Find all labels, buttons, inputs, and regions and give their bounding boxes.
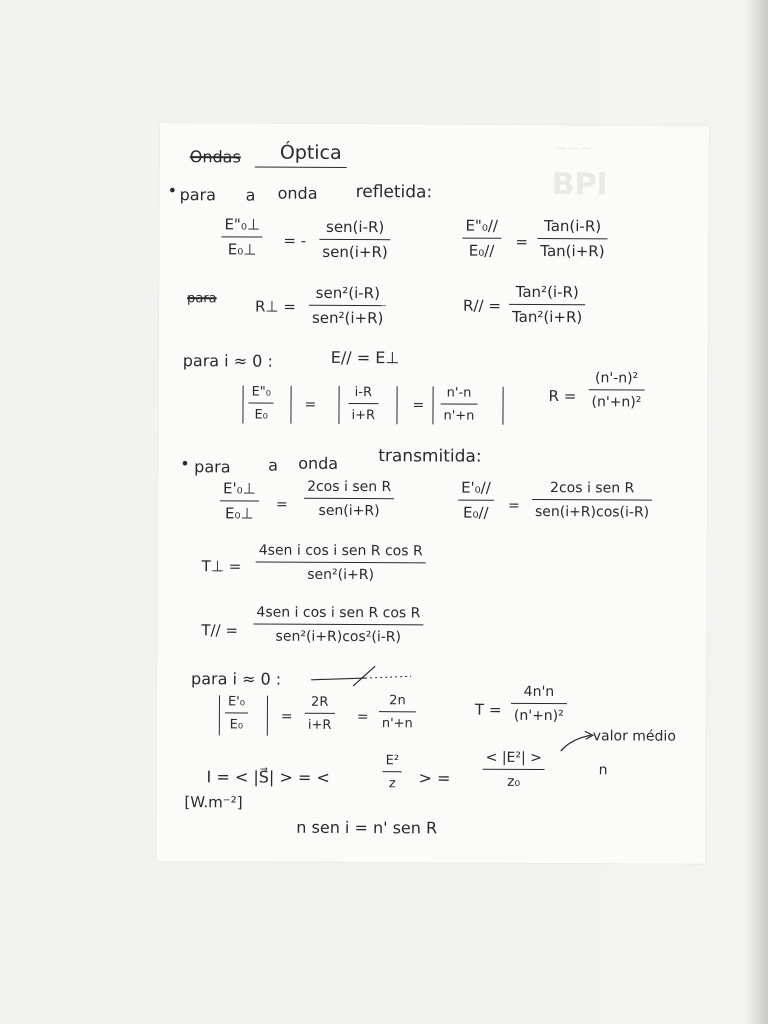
reflected-heading-para: para [179,185,217,205]
equals-sign: = [412,397,425,414]
mean-value-annotation: valor médio [592,728,676,745]
abs-bar [396,386,397,424]
r-par-label: R// = [463,296,501,315]
crossed-out-label: para [187,291,217,307]
normal-incidence-label: para i ≈ 0 : [191,669,282,689]
notebook-page [156,123,709,864]
transmitted-ratio-indices: 2n n'+n [379,694,416,730]
normal-incidence-label: para i ≈ 0 : [182,351,273,371]
transmitted-heading-onda: onda [298,453,339,473]
transmitted-heading-a: a [268,455,279,475]
transmitted-ratio-angles: 2R i+R [305,696,335,732]
r-perp-label: R⊥ = [254,297,296,316]
intensity-mean-ratio: < |E²| > z₀ [483,751,545,790]
abs-index-ratio: n'-n n'+n [440,386,477,422]
r-label: R = [548,387,577,406]
intensity-equation-tail: > = [418,768,451,788]
equals-sign: = [304,396,317,413]
abs-bar [502,387,503,425]
bleed-through-logo: BPI [551,167,608,203]
t-perp-amplitude-ratio: 2cos i sen R sen(i+R) [304,480,394,519]
e-perp-ratio-transmitted: E'₀⊥ E₀⊥ [220,481,259,521]
t-perp-label: T⊥ = [201,557,242,576]
snell-law: n sen i = n' sen R [296,817,438,838]
t-par-amplitude-ratio: 2cos i sen R sen(i+R)cos(i-R) [532,481,652,520]
abs-bar [432,386,433,424]
fresnel-sin-ratio: sen(i-R) sen(i+R) [319,220,391,261]
reflected-heading-onda: onda [277,183,318,203]
transmitted-heading-word: transmitida: [378,446,482,467]
crossed-out-title: Ondas [189,147,241,167]
e-perp-ratio-reflected: E"₀⊥ E₀⊥ [221,217,263,258]
abs-angle-ratio: i-R i+R [348,386,378,422]
intensity-units: [W.m⁻²] [184,793,243,812]
abs-bar [267,696,269,736]
bleed-through-marks: ~~~ [554,139,593,158]
annotation-arrow [557,729,597,755]
e-par-ratio-transmitted: E'₀// E₀// [458,481,494,521]
t-par-ratio: 4sen i cos i sen R cos R sen²(i+R)cos²(i-R) [253,605,423,644]
reflected-heading-word: refletida: [355,182,433,203]
equals-sign: = [275,496,288,513]
page-title: Óptica [279,141,342,164]
equals-minus-sign: = - [283,231,307,250]
abs-bar [219,695,221,735]
refractive-index-subscript: n [598,762,608,779]
normal-incidence-sketch [305,660,415,691]
transmitted-heading-para: para [194,457,231,477]
e-par-ratio-reflected: E"₀// E₀// [462,219,501,259]
intensity-e-squared-ratio: E² z [383,754,403,790]
fresnel-tan-ratio: Tan(i-R) Tan(i+R) [537,219,607,260]
equals-sign: = [515,232,529,251]
abs-bar [290,386,291,424]
equals-sign: = [280,708,293,725]
t-label: T = [474,700,502,719]
abs-e-ratio: E"₀ E₀ [248,385,274,421]
reflected-heading-a: a [245,185,256,205]
abs-e-ratio-transmitted: E'₀ E₀ [225,695,248,731]
t-normal-ratio: 4n'n (n'+n)² [511,685,567,724]
normal-incidence-equality: E// = E⊥ [330,347,400,368]
abs-bar [338,386,339,424]
bullet: • [167,181,178,201]
r-normal-ratio: (n'-n)² (n'+n)² [589,371,645,410]
t-perp-ratio: 4sen i cos i sen R cos R sen²(i+R) [256,544,426,583]
bullet: • [180,454,190,474]
r-perp-ratio: sen²(i-R) sen²(i+R) [309,286,387,327]
abs-bar [242,385,243,423]
title-underline [255,166,347,168]
equals-sign: = [507,497,520,514]
intensity-equation: I = < |S⃗| > = < [206,767,330,787]
r-par-ratio: Tan²(i-R) Tan²(i+R) [509,285,585,326]
t-par-label: T// = [201,621,239,640]
equals-sign: = [356,709,369,726]
